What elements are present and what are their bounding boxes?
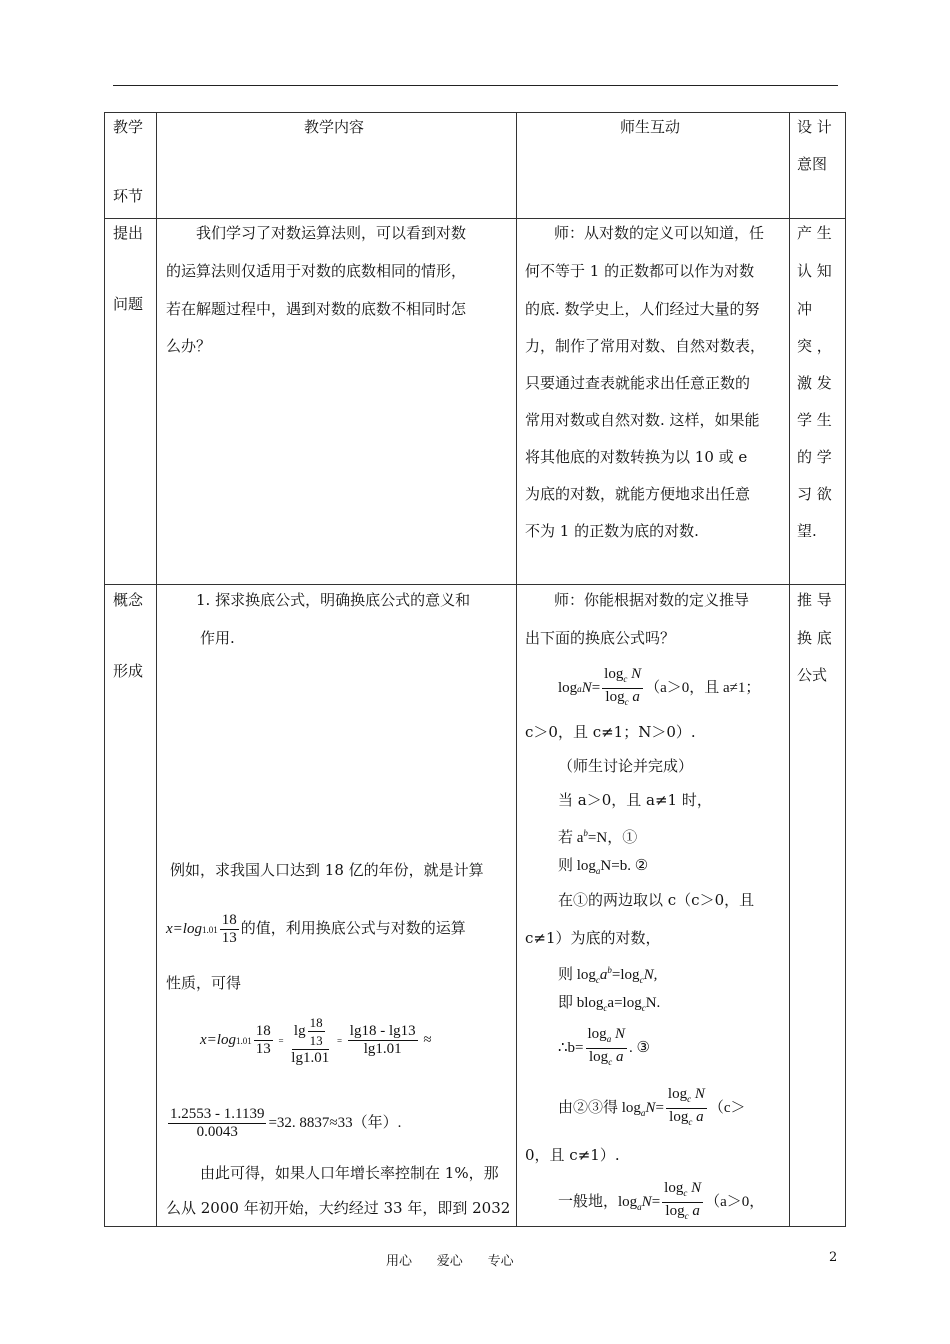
row1-content-line4: 么办？ bbox=[166, 337, 212, 355]
calc2-result: =32. 8837≈33（年）. bbox=[268, 1114, 402, 1131]
step3-a: 则 log bbox=[558, 858, 596, 874]
row2-stage-line2: 形成 bbox=[113, 662, 144, 680]
calc-x-log: x=log bbox=[200, 1031, 236, 1048]
row2-step9: 一般地，$\log_aN=$ $\frac{\log_c N}{\log_c a}$ （a＞0， bbox=[558, 1180, 764, 1225]
row1-content-line1: 我们学习了对数运算法则，可以看到对数 bbox=[196, 224, 467, 242]
calc-f3-den: lg1.01 bbox=[363, 1041, 402, 1057]
example-log-base: 1.01 bbox=[201, 924, 218, 935]
step8-post: （c＞ bbox=[708, 1099, 746, 1116]
step9-post: （a＞0， bbox=[705, 1193, 765, 1210]
calc-fraction-2 bbox=[289, 1014, 331, 1067]
row2-step7 bbox=[558, 1026, 650, 1071]
calc2-den: 0.0043 bbox=[196, 1124, 238, 1140]
row1-content-line3: 若在解题过程中，遇到对数的底数不相同时怎 bbox=[166, 300, 467, 318]
row2-step3: 则 $\log_aN=b$. ② bbox=[558, 858, 649, 876]
row2-conclusion-line1: 由此可得，如果人口年增长率控制在 1%，那 bbox=[200, 1164, 499, 1182]
step8-pre: 由②③得 log bbox=[558, 1099, 641, 1116]
step7-den-base: c bbox=[608, 1057, 613, 1067]
row2-item1-line2: 作用. bbox=[200, 629, 235, 647]
step7-pre: ∴b= bbox=[558, 1039, 584, 1056]
row1-interaction-line2: 何不等于 1 的正数都可以作为对数 bbox=[525, 262, 755, 280]
row2-step1: 当 a＞0，且 a≠1 时， bbox=[558, 791, 712, 809]
row2-discuss: （师生讨论并完成） bbox=[558, 757, 694, 775]
step9-fraction: $\frac{\log_c N}{\log_c a}$ bbox=[664, 1180, 702, 1221]
row1-intent-line6: 学 生 bbox=[797, 411, 832, 429]
row1-interaction-line8: 为底的对数，就能方便地求出任意 bbox=[525, 485, 751, 503]
row2-formula-conditions-line2: c＞0，且 c≠1；N＞0）. bbox=[525, 723, 696, 741]
header-interaction-title: 师生互动 bbox=[620, 118, 681, 136]
calc-f1-num: 18 bbox=[255, 1023, 271, 1039]
row2-intent-line1: 推 导 bbox=[797, 591, 832, 609]
calc-log-base: 1.01 bbox=[235, 1035, 252, 1046]
row2-example-line2 bbox=[166, 912, 466, 947]
row1-stage-line2: 问题 bbox=[113, 295, 144, 313]
row1-stage-line1: 提出 bbox=[113, 224, 144, 242]
row2-stage-line1: 概念 bbox=[113, 591, 144, 609]
step6-c: N. bbox=[645, 995, 661, 1011]
example-fraction bbox=[220, 912, 239, 947]
example-x-log: x=log bbox=[166, 920, 202, 937]
row2-question-line1: 师：你能根据对数的定义推导 bbox=[554, 591, 750, 609]
header-stage-line2: 环节 bbox=[113, 187, 144, 205]
formula-den-log: log bbox=[605, 689, 625, 705]
step3-rest: N=b. ② bbox=[600, 858, 649, 874]
calc-f2-den: lg1.01 bbox=[291, 1050, 330, 1066]
formula-conditions: （a＞0，且 a≠1； bbox=[645, 679, 761, 696]
row2-formula-line: logaN= $\frac{\log_c N}{\log_c a}$ （a＞0，且 a≠1； bbox=[558, 666, 760, 711]
example-frac-den: 13 bbox=[221, 930, 237, 946]
step7-den-a: a bbox=[615, 1049, 624, 1065]
formula-den-base: c bbox=[624, 697, 629, 707]
step5-b: a bbox=[599, 967, 608, 983]
header-stage-line1: 教学 bbox=[113, 118, 144, 136]
row2-question-line2: 出下面的换底公式吗？ bbox=[525, 629, 676, 647]
page-number: 2 bbox=[829, 1250, 838, 1265]
row2-step2: 若 $a^b=N$，① bbox=[558, 828, 638, 846]
row1-interaction-line4: 力，制作了常用对数、自然对数表， bbox=[525, 337, 766, 355]
row2-calculation-line: x=log1.01 $\frac{18}{13}$ = lg $\frac{18}{13}$ lg1.01 = $\frac{\lg 18 - \lg 13}{\lg 1.01}$ ≈ bbox=[200, 1015, 432, 1066]
calc-f3-num: lg18 - lg13 bbox=[349, 1023, 416, 1039]
calc2-num: 1.2553 - 1.1139 bbox=[170, 1106, 265, 1122]
formula-den-a: a bbox=[632, 689, 640, 705]
row2-step8: 由②③得 $\log_aN=$ $\frac{\log_c N}{\log_c a}$ （c＞ bbox=[558, 1086, 746, 1131]
step7-num-n: N bbox=[614, 1026, 625, 1042]
footer-motto: 用心 爱心 专心 bbox=[386, 1254, 514, 1269]
calc-approx: ≈ bbox=[423, 1031, 432, 1048]
row2-step8-line2: 0，且 c≠1）. bbox=[525, 1146, 620, 1164]
step7-num-base: a bbox=[606, 1034, 612, 1044]
row2-item1-line1: 1. 探求换底公式，明确换底公式的意义和 bbox=[196, 591, 471, 609]
row1-content-line2: 的运算法则仅适用于对数的底数相同的情形， bbox=[166, 262, 467, 280]
row2-conclusion-line2: 么从 2000 年初开始，大约经过 33 年，即到 2032 bbox=[166, 1199, 511, 1217]
calc-fraction-1 bbox=[254, 1023, 273, 1058]
row1-intent-line8: 习 欲 bbox=[797, 485, 832, 503]
formula-num-n: N bbox=[631, 666, 642, 682]
row1-intent-line1: 产 生 bbox=[797, 224, 832, 242]
step6-b: a=log bbox=[607, 995, 642, 1011]
calc-fraction-3 bbox=[348, 1023, 418, 1058]
formula-num-base: c bbox=[623, 674, 628, 684]
row2-intent-line3: 公式 bbox=[797, 666, 828, 684]
calc-f2-inner-fraction bbox=[308, 1014, 325, 1049]
step8-fraction: $\frac{\log_c N}{\log_c a}$ bbox=[667, 1086, 705, 1127]
row2-calculation-line2 bbox=[166, 1106, 401, 1141]
row2-step4-line1: 在①的两边取以 c（c＞0，且 bbox=[558, 891, 755, 909]
row2-step5: 则 $\log_ca^b=\log_cN$, bbox=[558, 965, 658, 985]
row1-interaction-line6: 常用对数或自然对数. 这样，如果能 bbox=[525, 411, 760, 429]
header-intent-line1: 设 计 bbox=[797, 118, 832, 136]
calc-f2-inner-num: 18 bbox=[309, 1015, 323, 1030]
row1-interaction-line1: 师：从对数的定义可以知道，任 bbox=[554, 224, 765, 242]
step7-fraction bbox=[586, 1026, 627, 1071]
row2-example-line3: 性质，可得 bbox=[166, 974, 242, 992]
row2-example-line1: 例如，求我国人口达到 18 亿的年份，就是计算 bbox=[170, 861, 484, 879]
step2-rest: =N，① bbox=[587, 830, 638, 846]
step2-a: 若 a bbox=[558, 830, 584, 846]
step6-a: 即 blog bbox=[558, 995, 604, 1011]
calc-f1-den: 13 bbox=[255, 1041, 271, 1057]
step5-d: N, bbox=[643, 967, 658, 983]
calc-f2-inner-den: 13 bbox=[309, 1033, 323, 1048]
step5-a: 则 log bbox=[558, 967, 596, 983]
row1-interaction-line3: 的底. 数学史上，人们经过大量的努 bbox=[525, 300, 760, 318]
row2-step6: 即 $blog_ca=\log_cN$. bbox=[558, 995, 661, 1013]
formula-log: log bbox=[558, 679, 578, 696]
row1-intent-line2: 认 知 bbox=[797, 262, 832, 280]
header-content-title: 教学内容 bbox=[304, 118, 365, 136]
row2-step4-line2: c≠1）为底的对数， bbox=[525, 929, 661, 947]
calc-f2-lg: lg bbox=[293, 1022, 306, 1039]
step5-c: =log bbox=[611, 967, 640, 983]
row1-intent-line3: 冲 bbox=[797, 300, 813, 318]
calc2-fraction bbox=[168, 1106, 266, 1141]
row1-cell-stage bbox=[104, 218, 157, 585]
row1-interaction-line7: 将其他底的对数转换为以 10 或 e bbox=[525, 448, 748, 466]
step7-den-log: log bbox=[589, 1049, 609, 1065]
header-rule bbox=[113, 85, 838, 86]
row1-interaction-line9: 不为 1 的正数为底的对数. bbox=[525, 522, 699, 540]
row1-intent-line9: 望. bbox=[797, 522, 817, 540]
formula-num-log: log bbox=[604, 666, 624, 682]
example-line2-rest: 的值，利用换底公式与对数的运算 bbox=[240, 920, 466, 937]
row2-intent-line2: 换 底 bbox=[797, 629, 832, 647]
row1-intent-line5: 激 发 bbox=[797, 374, 832, 392]
step9-pre: 一般地，log bbox=[558, 1193, 638, 1210]
step7-post: . ③ bbox=[628, 1039, 650, 1056]
header-intent-line2: 意图 bbox=[797, 155, 828, 173]
row1-intent-line4: 突 ， bbox=[797, 337, 832, 355]
example-frac-num: 18 bbox=[221, 912, 237, 928]
row1-intent-line7: 的 学 bbox=[797, 448, 832, 466]
row1-interaction-line5: 只要通过查表就能求出任意正数的 bbox=[525, 374, 751, 392]
formula-fraction bbox=[602, 666, 643, 711]
step7-num-log: log bbox=[587, 1026, 607, 1042]
